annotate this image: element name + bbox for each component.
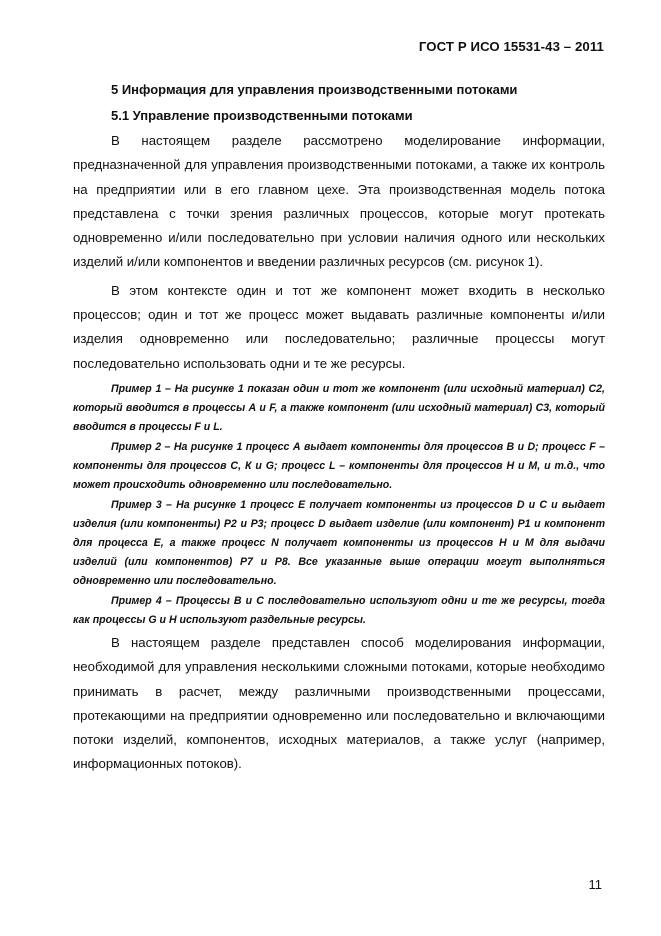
paragraph-3: В настоящем разделе представлен способ моделирования информации, необходимой для управления несколькими сложными потоками, которые необходимо принимать в расчет, между различными производственными процессами, протекающими на предприятии одновременно или последовательно и включающими потоки изделий, компонентов, исходных материалов, а также услуг (например, информационных потоков). [73, 634, 605, 772]
subsection-heading: 5.1 Управление производственными потоками [111, 108, 413, 123]
section-heading: 5 Информация для управления производственными потоками [111, 82, 518, 97]
example-1: Пример 1 – На рисунке 1 показан один и тот же компонент (или исходный материал) С2, который вводится в процессы А и F, а также компонент (или исходный материал) С3, который вводится в процессы F и L. [73, 382, 605, 433]
example-4: Пример 4 – Процессы В и С последовательно используют одни и те же ресурсы, тогда как процессы G и Н используют раздельные ресурсы. [73, 594, 605, 626]
page-number: 11 [588, 877, 602, 892]
document-header: ГОСТ Р ИСО 15531-43 – 2011 [418, 39, 604, 54]
example-2: Пример 2 – На рисунке 1 процесс А выдает компоненты для процессов В и D; процесс F – компоненты для процессов С, К и G; процесс L – компоненты для процессов Н и М, и т.д., что может происходить одновременно или последовательно. [73, 440, 605, 491]
paragraph-1: В настоящем разделе рассмотрено моделирование информации, предназначенной для управления производственными потоками, а также их контроль на предприятии или в его главном цехе. Эта производственная модель потока представлена с точки зрения различных процессов, которые могут протекать одновременно и/или последовательно при условии наличия одного или нескольких изделий и/или компонентов и введении различных ресурсов (см. рисунок 1). [73, 133, 605, 270]
example-3: Пример 3 – На рисунке 1 процесс Е получает компоненты из процессов D и С и выдает изделия (или компоненты) Р2 и Р3; процесс D выдает изделие (или компонент) Р1 и компонент для процесса Е, а также процесс N получает компоненты из процессов Н и М для выдачи изделий (или компонентов) Р7 и Р8. Все указанные выше операции могут выполняться одновременно или последовательно. [73, 498, 605, 587]
document-body [73, 80, 605, 781]
paragraph-2: В этом контексте один и тот же компонент может входить в несколько процессов; один и тот же процесс может выдавать различные компоненты и/или изделия одновременно или последовательно; различные процессы могут последовательно использовать одни и те же ресурсы. [73, 282, 605, 371]
